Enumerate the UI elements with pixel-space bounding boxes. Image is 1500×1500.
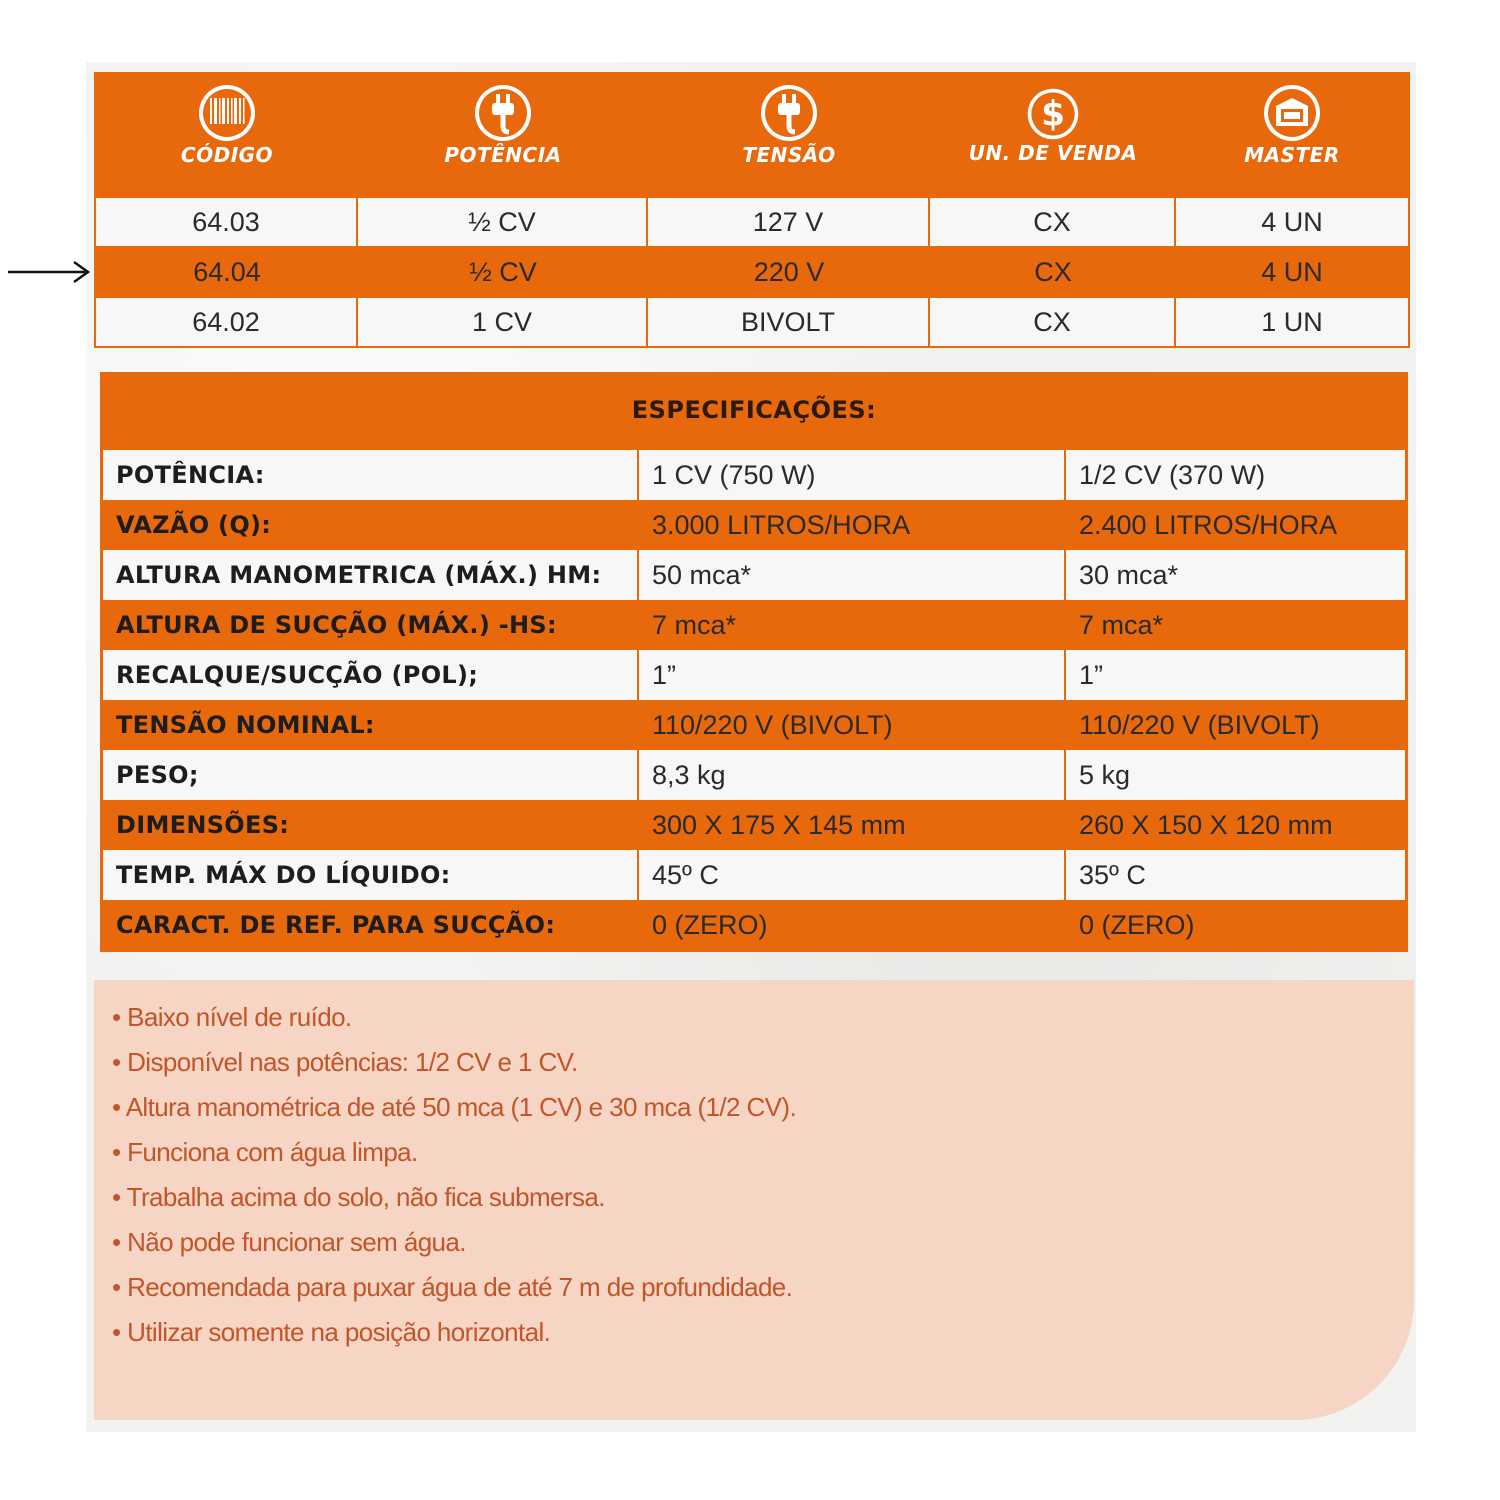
cell-potencia: 1 CV [358, 298, 648, 346]
product-table-header [94, 72, 1410, 198]
spec-value-half-cv: 0 (ZERO) [1079, 909, 1195, 940]
header-label: UN. DE VENDA [968, 141, 1138, 165]
power-plug-icon [758, 82, 820, 144]
header-label: POTÊNCIA [444, 143, 562, 167]
cell-potencia: ½ CV [469, 256, 537, 287]
spec-value-1cv: 8,3 kg [639, 750, 1066, 800]
cell-master: 4 UN [1261, 206, 1323, 237]
spec-value-half-cv: 1/2 CV (370 W) [1079, 459, 1266, 490]
power-plug-icon [472, 82, 534, 144]
cell-master: 1 UN [1261, 306, 1323, 337]
cell-tensao: BIVOLT [648, 298, 930, 346]
row-pointer-arrow-icon [8, 258, 92, 286]
header-label: TENSÃO [742, 143, 836, 167]
spec-value-1cv: 300 X 175 X 145 mm [652, 809, 906, 840]
dollar-icon [1022, 86, 1084, 142]
table-row [96, 248, 1408, 296]
spec-label: VAZÃO (Q): [116, 511, 272, 539]
header-potencia [358, 72, 648, 198]
spec-value-1cv: 50 mca* [639, 550, 1066, 600]
spec-row [103, 800, 1405, 850]
spec-label: PESO; [103, 750, 639, 800]
list-item: • Trabalha acima do solo, não fica submersa. [112, 1182, 605, 1212]
spec-value-1cv: 7 mca* [652, 609, 737, 640]
spec-value-half-cv: 5 kg [1079, 759, 1131, 790]
spec-value-1cv: 0 (ZERO) [652, 909, 768, 940]
spec-row [103, 700, 1405, 750]
spec-label: RECALQUE/SUCÇÃO (POL); [103, 650, 639, 700]
spec-value-1cv: 1” [639, 650, 1066, 700]
spec-value-1cv: 45º C [639, 850, 1066, 900]
spec-value-half-cv: 110/220 V (BIVOLT) [1079, 709, 1320, 740]
spec-row [103, 500, 1405, 550]
spec-label: POTÊNCIA: [103, 450, 639, 500]
spec-row [103, 450, 1405, 500]
header-label: MASTER [1244, 143, 1340, 167]
barcode-icon [196, 82, 258, 144]
box-icon [1261, 82, 1323, 144]
spec-value-half-cv: 1” [1079, 659, 1104, 690]
spec-value-1cv: 3.000 LITROS/HORA [652, 509, 911, 540]
spec-label: DIMENSÕES: [116, 811, 290, 839]
header-codigo [96, 72, 358, 198]
list-item: • Baixo nível de ruído. [112, 1002, 352, 1032]
cell-codigo: 64.04 [193, 256, 261, 287]
spec-value-half-cv: 260 X 150 X 120 mm [1079, 809, 1333, 840]
cell-tensao: 127 V [648, 198, 930, 246]
header-master [1176, 72, 1408, 198]
header-tensao [648, 72, 930, 198]
list-item: • Utilizar somente na posição horizontal. [112, 1317, 551, 1347]
spec-value-1cv: 1 CV (750 W) [639, 450, 1066, 500]
spec-label: TENSÃO NOMINAL: [116, 711, 375, 739]
list-item: • Não pode funcionar sem água. [112, 1227, 466, 1257]
spec-value-half-cv: 7 mca* [1079, 609, 1164, 640]
specifications-table [100, 372, 1408, 952]
list-item: • Disponível nas potências: 1/2 CV e 1 CV. [112, 1047, 578, 1077]
spec-row [103, 650, 1405, 700]
list-item: • Altura manométrica de até 50 mca (1 CV) e 30 mca (1/2 CV). [112, 1092, 797, 1122]
header-label: CÓDIGO [180, 143, 274, 167]
list-item: • Funciona com água limpa. [112, 1137, 418, 1167]
spec-row [103, 600, 1405, 650]
list-item: • Recomendada para puxar água de até 7 m de profundidade. [112, 1272, 793, 1302]
product-table [94, 72, 1410, 348]
spec-row [103, 850, 1405, 900]
spec-label: ALTURA MANOMETRICA (MÁX.) HM: [103, 550, 639, 600]
table-row [96, 298, 1408, 346]
cell-un-venda: CX [930, 198, 1176, 246]
feature-list [94, 980, 1414, 1420]
spec-title: ESPECIFICAÇÕES: [631, 396, 877, 424]
spec-label: ALTURA DE SUCÇÃO (MÁX.) -HS: [116, 611, 557, 639]
header-un-venda [930, 72, 1176, 198]
svg-text:$: $ [1041, 94, 1065, 135]
spec-value-half-cv: 2.400 LITROS/HORA [1079, 509, 1338, 540]
spec-value-1cv: 110/220 V (BIVOLT) [652, 709, 893, 740]
table-row [96, 198, 1408, 246]
spec-row [103, 550, 1405, 600]
spec-label: TEMP. MÁX DO LÍQUIDO: [103, 850, 639, 900]
cell-codigo: 64.03 [96, 198, 358, 246]
cell-un-venda: CX [930, 298, 1176, 346]
spec-row [103, 900, 1405, 950]
spec-label: CARACT. DE REF. PARA SUCÇÃO: [116, 911, 556, 939]
cell-tensao: 220 V [753, 256, 825, 287]
spec-value-half-cv: 30 mca* [1079, 559, 1179, 590]
cell-un-venda: CX [1034, 256, 1072, 287]
spec-row [103, 750, 1405, 800]
cell-master: 4 UN [1261, 256, 1323, 287]
cell-potencia: ½ CV [358, 198, 648, 246]
spec-value-half-cv: 35º C [1079, 859, 1146, 890]
cell-codigo: 64.02 [96, 298, 358, 346]
